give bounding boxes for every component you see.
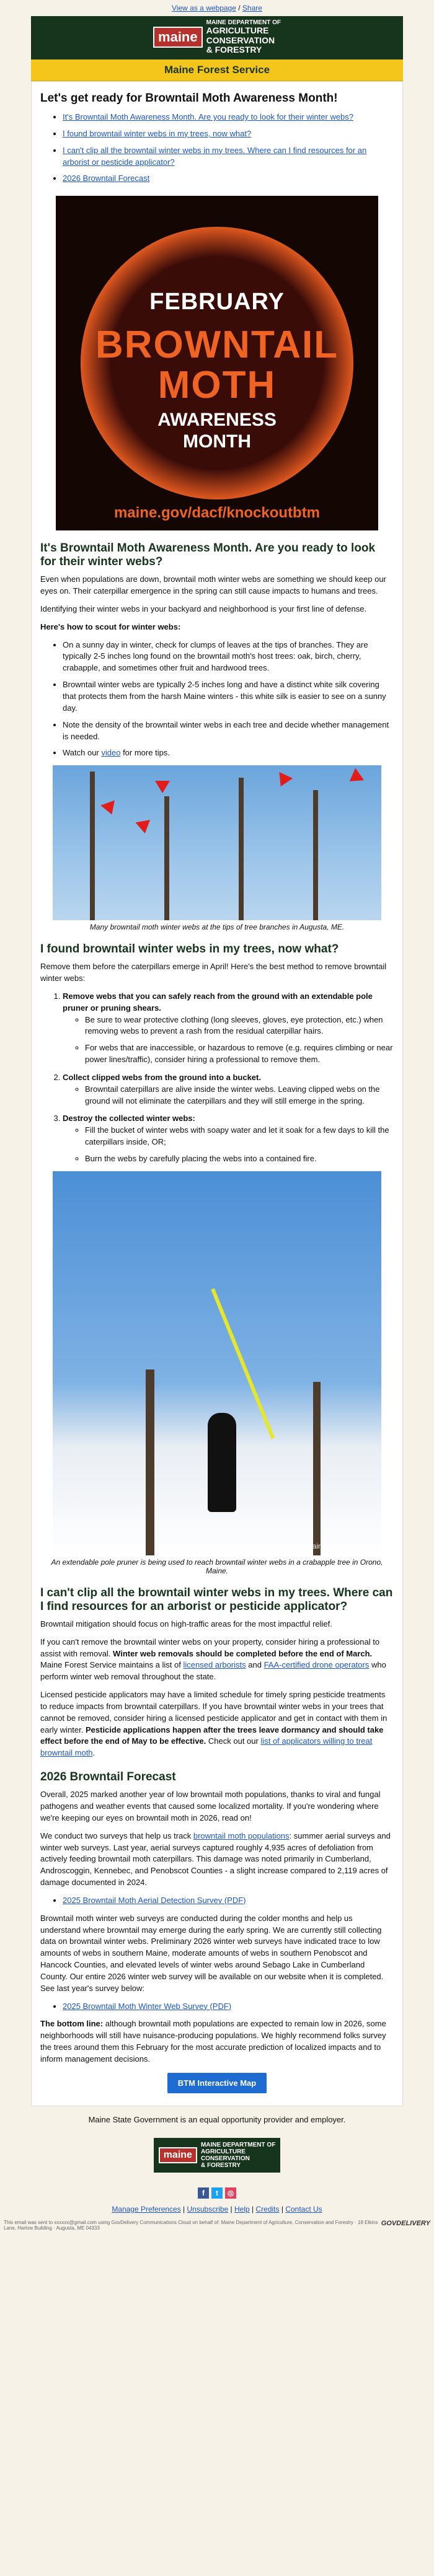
red-arrow-icon xyxy=(274,772,293,789)
contact-us-link[interactable]: Contact Us xyxy=(285,2204,322,2213)
photo-caption-1: Many browntail moth winter webs at the tips of tree branches in Augusta, ME. xyxy=(89,923,345,932)
govdelivery-logo: GOVDELIVERY xyxy=(381,2219,430,2227)
list-item xyxy=(63,1072,394,1107)
s3-paragraph-3 xyxy=(40,1689,394,1759)
drone-operators-link[interactable]: FAA-certified drone operators xyxy=(264,1660,370,1670)
licensed-arborists-link[interactable]: licensed arborists xyxy=(183,1660,246,1670)
list-item xyxy=(63,991,394,1066)
list-item: • Note the density of the browntail winter webs in each tree and decide whether management is needed. xyxy=(63,719,394,743)
s4-text: although browntail moth populations are expected to remain low in 2026, some neighborhoods will still have nuisance-producing populations. We highly recommend folks survey the trees around them this February for the most accurate prediction of localized impacts and to inform management decisions. xyxy=(40,2019,386,2064)
toc-link-3[interactable]: I can't clip all the browntail winter webs in my trees. Where can I find resources for an arborist or pesticide applicator? xyxy=(63,145,367,167)
populations-link[interactable]: browntail moth populations xyxy=(193,1831,290,1840)
hero-browntail: BROWNTAIL xyxy=(95,323,339,367)
content-card xyxy=(31,81,403,2106)
s3-text: Maine Forest Service maintains a list of xyxy=(40,1660,184,1670)
footer-logo[interactable] xyxy=(31,2138,403,2173)
footer-cons: CONSERVATION xyxy=(200,2155,250,2162)
step-3-text: Destroy the collected winter webs: xyxy=(63,1114,195,1123)
s3-bold-timing: Pesticide applications happen after the trees leave dormancy and should take effect before the end of May to be effective. xyxy=(40,1725,384,1746)
s3-text: Check out our xyxy=(206,1736,261,1746)
removal-steps xyxy=(40,991,394,1165)
s3-text: Licensed pesticide applicators may have a limited schedule for timely spring pesticide treatments to reduce impacts from browntail caterpillars. If you have browntail winter webs in your trees that cannot be removed, consider hiring a licensed pesticide applicator and get in contact with them in early winter. xyxy=(40,1690,388,1734)
instagram-icon[interactable]: ◎ xyxy=(225,2187,236,2199)
step-2-text: Collect clipped webs from the ground into a bucket. xyxy=(63,1072,261,1082)
header-banner xyxy=(31,16,403,58)
aerial-survey-pdf-link[interactable]: 2025 Browntail Moth Aerial Detection Survey (PDF) xyxy=(63,1895,246,1905)
list-item xyxy=(63,747,394,759)
hero-month: FEBRUARY xyxy=(149,289,285,315)
hero-awareness xyxy=(56,410,378,452)
section-title-3: I can't clip all the browntail winter webs in my trees. Where can I find resources for an arborist or pesticide applicator? xyxy=(40,1586,393,1613)
photo-credit: Zoe Allison - Maine Forest Service xyxy=(263,1541,376,1550)
red-arrow-icon xyxy=(345,768,364,788)
s3-bold-deadline: Winter web removals should be completed before the end of March. xyxy=(113,1648,373,1658)
footer-statement: Maine State Government is an equal opportunity provider and employer. xyxy=(88,2114,346,2124)
service-bar: Maine Forest Service xyxy=(31,58,403,81)
toc-link-1[interactable]: It's Browntail Moth Awareness Month. Are you ready to look for their winter webs? xyxy=(63,112,354,121)
footer-ag: AGRICULTURE xyxy=(200,2148,246,2155)
applicators-list-link[interactable]: list of applicators willing to treat browntail moth xyxy=(40,1736,373,1758)
logo-department-text xyxy=(206,19,281,55)
step-1-text: Remove webs that you can safely reach from the ground with an extendable pole pruner or pruning shears. xyxy=(63,991,373,1013)
toc-link-4[interactable]: 2026 Browntail Forecast xyxy=(63,174,150,183)
view-as-webpage-link[interactable]: View as a webpage xyxy=(172,4,236,12)
hero-moth: MOTH xyxy=(157,364,277,407)
list-item: ◦ Fill the bucket of winter webs with soapy water and let it soak for a few days to kill the caterpillars inside, OR; xyxy=(85,1125,394,1148)
list-item: ◦ Browntail caterpillars are alive inside the winter webs. Leaving clipped webs on the ground will not eliminate the caterpillars and they will still emerge in the spring. xyxy=(85,1084,394,1107)
tree-branch xyxy=(313,790,318,920)
tree-branch xyxy=(239,778,244,920)
logo-ag-line: AGRICULTURE xyxy=(206,25,269,36)
credits-link[interactable]: Credits xyxy=(255,2204,280,2213)
twitter-icon[interactable]: t xyxy=(211,2187,223,2199)
tree-trunk xyxy=(313,1382,321,1555)
s4-text: : summer aerial surveys and winter web surveys. Last year, aerial surveys captured roughly 4,935 acres of defoliation from actively feeding browntail moth caterpillars. This damage was noted primarily in Cumberland, Androscoggin, Kennebec, and Penobscot Counties - a slight increase compared to 2,119 acres of damage documented in 2024. xyxy=(40,1831,391,1888)
winter-webs-photo xyxy=(53,765,381,920)
interactive-map-button[interactable]: BTM Interactive Map xyxy=(167,2073,267,2093)
intro-title: Let's get ready for Browntail Moth Awareness Month! xyxy=(40,92,338,105)
s3-text: who perform winter web removal throughout the state. xyxy=(40,1660,386,1682)
tree-branch xyxy=(164,796,169,920)
s3-text: If you can't remove the browntail winter webs on your property, consider hiring a professional to assist with removal. xyxy=(40,1637,380,1658)
list-item xyxy=(63,2001,394,2013)
help-link[interactable]: Help xyxy=(234,2204,250,2213)
top-links xyxy=(0,0,434,16)
footer-dept: MAINE DEPARTMENT OF xyxy=(200,2141,276,2148)
section-title-4: 2026 Browntail Forecast xyxy=(40,1770,176,1784)
tree-trunk xyxy=(146,1369,154,1555)
manage-preferences-link[interactable]: Manage Preferences xyxy=(112,2204,181,2213)
fine-print-text: This email was sent to xxxxxx@gmail.com using GovDelivery Communications Cloud on behalf of: Maine Department of Agriculture, Conservation and Forestry · 18 Elkins Lane, Harlow Building · Augusta, ME 04333 xyxy=(4,2219,378,2231)
scouting-list xyxy=(40,640,394,760)
hero-month-line: MONTH xyxy=(183,431,251,452)
fine-print xyxy=(0,2217,434,2233)
toc-link-2[interactable]: I found browntail winter webs in my trees, now what? xyxy=(63,128,252,138)
s3-paragraph-2 xyxy=(40,1637,394,1683)
footer-logo-text xyxy=(201,2142,275,2169)
list-item xyxy=(63,1895,394,1907)
s4-paragraph-1: Overall, 2025 marked another year of low browntail moth populations, thanks to viral and fungal pathogens and weather events that caused some localized mortality. If you're wondering where we're keeping our eyes on browntail moth in 2026, read on! xyxy=(40,1790,381,1822)
s1-how-heading: Here's how to scout for winter webs: xyxy=(40,622,181,631)
s3-text: . xyxy=(92,1748,95,1758)
dacf-logo[interactable] xyxy=(153,19,281,55)
video-prefix: Watch our xyxy=(63,748,102,758)
s4-text: We conduct two surveys that help us track xyxy=(40,1831,193,1840)
s3-paragraph-1: Browntail mitigation should focus on high-traffic areas for the most impactful relief. xyxy=(40,1619,332,1629)
s2-paragraph-1: Remove them before the caterpillars emerge in April! Here's the best method to remove browntail winter webs: xyxy=(40,962,387,983)
logo-cons-line: CONSERVATION xyxy=(206,35,275,45)
s4-paragraph-4 xyxy=(40,2018,394,2065)
list-item: ◦ Burn the webs by carefully placing the webs into a contained fire. xyxy=(85,1153,394,1165)
facebook-icon[interactable]: f xyxy=(198,2187,209,2199)
logo-forestry-line: & FORESTRY xyxy=(206,45,262,55)
s3-text: and xyxy=(246,1660,264,1670)
footer-links: Manage Preferences | Unsubscribe | Help | Credits | Contact Us xyxy=(112,2204,322,2213)
list-item: • Browntail winter webs are typically 2-5 inches long and have a distinct white silk covering that protects them from the harsh Maine winters - this white silk is easier to see on a sunny day. xyxy=(63,679,394,714)
tree-branch xyxy=(90,771,95,920)
awareness-month-graphic xyxy=(56,196,378,530)
list-item xyxy=(63,1113,394,1164)
s4-paragraph-2 xyxy=(40,1831,394,1889)
footer-forestry: & FORESTRY xyxy=(200,2161,241,2169)
video-link[interactable]: video xyxy=(101,748,121,758)
footer-logo-word: maine xyxy=(159,2147,197,2163)
s1-paragraph-2: Identifying their winter webs in your backyard and neighborhood is your first line of defense. xyxy=(40,604,367,613)
red-arrow-icon xyxy=(100,801,118,817)
video-suffix: for more tips. xyxy=(120,748,170,758)
red-arrow-icon xyxy=(155,781,170,793)
list-item: ◦ For webs that are inaccessible, or hazardous to remove (e.g. requires climbing or near power lines/traffic), consider hiring a professional to remove them. xyxy=(85,1042,394,1066)
logo-maine-word: maine xyxy=(153,27,203,48)
unsubscribe-link[interactable]: Unsubscribe xyxy=(187,2204,229,2213)
hero-awareness-line: AWARENESS xyxy=(157,410,277,431)
section-title-2: I found browntail winter webs in my trees, now what? xyxy=(40,943,339,956)
topbar-separator: / xyxy=(236,4,242,12)
person-silhouette xyxy=(208,1413,236,1512)
section-title-1: It's Browntail Moth Awareness Month. Are you ready to look for their winter webs? xyxy=(40,542,376,569)
pole-pruner-photo xyxy=(53,1171,381,1555)
table-of-contents xyxy=(40,112,394,185)
photo-caption-2: An extendable pole pruner is being used to reach browntail winter webs in a crabapple tree in Orono, Maine. xyxy=(51,1557,383,1575)
winter-web-survey-pdf-link[interactable]: 2025 Browntail Moth Winter Web Survey (PDF) xyxy=(63,2001,232,2011)
email-body xyxy=(31,16,403,2213)
list-item: • On a sunny day in winter, check for clumps of leaves at the tips of branches. They are typically 2-5 inches long found on the browntail moth's host trees: oak, birch, cherry, crabapple, and sometimes other fruit and hardwood trees. xyxy=(63,640,394,675)
s1-paragraph-1: Even when populations are down, browntail moth winter webs are something we should keep our eyes on. Their caterpillar emergence in the spring can still cause impacts to humans and trees. xyxy=(40,574,386,596)
logo-dept-line: MAINE DEPARTMENT OF xyxy=(206,19,281,27)
red-arrow-icon xyxy=(135,820,152,835)
social-icons xyxy=(31,2187,403,2199)
hero-url: maine.gov/dacf/knockoutbtm xyxy=(113,504,321,522)
list-item: ◦ Be sure to wear protective clothing (long sleeves, gloves, eye protection, etc.) when removing webs to prevent a rash from the residual caterpillar hairs. xyxy=(85,1014,394,1038)
share-link[interactable]: Share xyxy=(242,4,262,12)
bottom-line-label: The bottom line: xyxy=(40,2019,104,2029)
s4-paragraph-3: Browntail moth winter web surveys are conducted during the colder months and help us understand where browntail may emerge during the early spring. We are currently still collecting data on browntail winter webs. Preliminary 2026 winter web surveys have indicated trace to low amounts of webs in southern Maine, moderate amounts of webs in southern Penobscot and Hancock Counties, and elevated levels of winter webs around Sebago Lake in Cumberland County. Our entire 2026 winter web survey will be available on our website when it is completed. See last year's survey below: xyxy=(40,1913,384,1993)
